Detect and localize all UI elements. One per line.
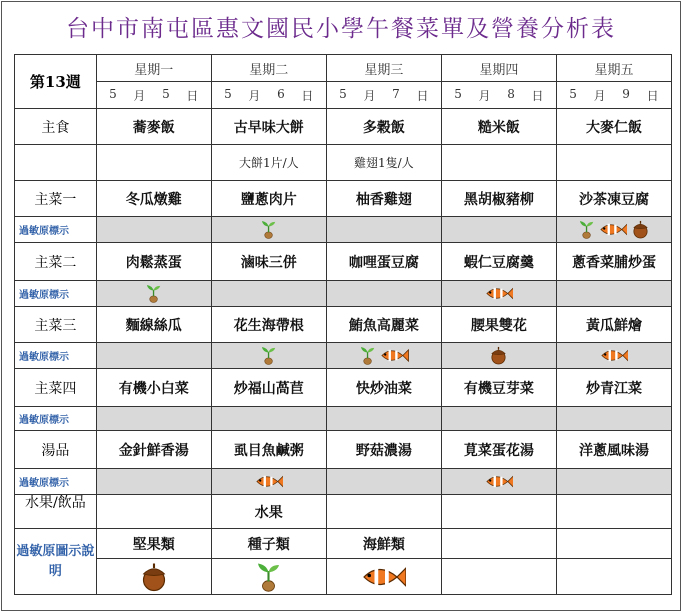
allergen-cell [441, 343, 556, 369]
empty-cell [556, 529, 671, 559]
day-name: 星期三 [326, 55, 441, 82]
empty-cell [441, 529, 556, 559]
row-label-main1: 主菜一 [15, 181, 97, 217]
allergen-cell [441, 407, 556, 431]
week-label: 第13週 [15, 55, 97, 109]
allergen-label: 過敏原標示 [15, 281, 97, 307]
dish-cell: 洋蔥風味湯 [556, 431, 671, 469]
allergen-cell [441, 217, 556, 243]
date-day-unit: 日 [186, 88, 199, 103]
date-day: 8 [507, 86, 515, 101]
date-month-unit: 月 [248, 88, 261, 103]
day-date [326, 82, 441, 109]
day-date [556, 82, 671, 109]
allergen-cell [211, 407, 326, 431]
day-date [211, 82, 326, 109]
fish-icon [599, 220, 628, 239]
allergen-cell [211, 281, 326, 307]
allergen-cell [326, 343, 441, 369]
staple-note [441, 145, 556, 181]
date-month-unit: 月 [478, 88, 491, 103]
dish-cell: 野菇濃湯 [326, 431, 441, 469]
date-day: 6 [277, 86, 285, 101]
seed-icon [255, 562, 282, 592]
day-name: 星期一 [96, 55, 211, 82]
staple-note: 雞翅1隻/人 [326, 145, 441, 181]
allergen-label: 過敏原標示 [15, 343, 97, 369]
dish-cell: 蔥香菜脯炒蛋 [556, 243, 671, 281]
fish-icon [380, 346, 409, 365]
date-day: 9 [622, 86, 630, 101]
date-month: 5 [224, 86, 232, 101]
dish-cell: 黃瓜鮮燴 [556, 307, 671, 343]
dish-cell: 冬瓜燉雞 [96, 181, 211, 217]
date-month: 5 [339, 86, 347, 101]
allergen-cell [326, 217, 441, 243]
allergen-cell [556, 343, 671, 369]
date-month-unit: 月 [363, 88, 376, 103]
dish-cell: 多穀飯 [326, 109, 441, 145]
dish-cell: 虱目魚鹹粥 [211, 431, 326, 469]
fish-icon [485, 284, 514, 303]
menu-sheet [1, 1, 681, 611]
row-label-soup: 湯品 [15, 431, 97, 469]
allergen-cell [211, 217, 326, 243]
date-month-unit: 月 [133, 88, 146, 103]
legend-label: 過敏原圖示說明 [15, 529, 97, 595]
seed-icon [359, 346, 376, 365]
date-day: 5 [162, 86, 170, 101]
row-label-fruit: 水果/飲品 [15, 495, 97, 529]
dish-cell: 蝦仁豆腐羹 [441, 243, 556, 281]
allergen-cell [556, 281, 671, 307]
dish-cell: 麵線絲瓜 [96, 307, 211, 343]
staple-note [556, 145, 671, 181]
allergen-label: 過敏原標示 [15, 217, 97, 243]
seed-icon [145, 284, 162, 303]
dish-cell: 古早味大餅 [211, 109, 326, 145]
allergen-cell [556, 407, 671, 431]
date-day-unit: 日 [301, 88, 314, 103]
dish-cell: 炒青江菜 [556, 369, 671, 407]
allergen-cell [326, 281, 441, 307]
day-date [96, 82, 211, 109]
date-day-unit: 日 [416, 88, 429, 103]
day-date [441, 82, 556, 109]
fish-icon [485, 472, 514, 491]
dish-cell: 金針鮮香湯 [96, 431, 211, 469]
dish-cell: 大麥仁飯 [556, 109, 671, 145]
day-name: 星期五 [556, 55, 671, 82]
seed-icon [578, 220, 595, 239]
dish-cell [556, 495, 671, 529]
dish-cell [441, 495, 556, 529]
allergen-label: 過敏原標示 [15, 469, 97, 495]
allergen-cell [441, 469, 556, 495]
fish-icon [361, 562, 406, 592]
dish-cell: 沙茶凍豆腐 [556, 181, 671, 217]
dish-cell: 花生海帶根 [211, 307, 326, 343]
staple-note-label [15, 145, 97, 181]
dish-cell [96, 495, 211, 529]
date-month: 5 [569, 86, 577, 101]
dish-cell: 糙米飯 [441, 109, 556, 145]
day-name: 星期四 [441, 55, 556, 82]
date-month-unit: 月 [593, 88, 606, 103]
staple-note: 大餅1片/人 [211, 145, 326, 181]
nut-icon [489, 346, 508, 365]
dish-cell [326, 495, 441, 529]
page-title: 台中市南屯區惠文國民小學午餐菜單及營養分析表 [66, 16, 616, 42]
allergen-cell [441, 281, 556, 307]
empty-cell [556, 559, 671, 595]
allergen-cell [326, 407, 441, 431]
row-label-main4: 主菜四 [15, 369, 97, 407]
row-label-staple: 主食 [15, 109, 97, 145]
dish-cell: 水果 [211, 495, 326, 529]
dish-cell: 柚香雞翅 [326, 181, 441, 217]
allergen-cell [96, 281, 211, 307]
allergen-cell [556, 217, 671, 243]
allergen-label: 過敏原標示 [15, 407, 97, 431]
dish-cell: 有機小白菜 [96, 369, 211, 407]
allergen-cell [96, 469, 211, 495]
date-day-unit: 日 [646, 88, 659, 103]
dish-cell: 蕎麥飯 [96, 109, 211, 145]
fish-icon [600, 346, 629, 365]
date-month: 5 [109, 86, 117, 101]
empty-cell [441, 559, 556, 595]
allergen-cell [96, 407, 211, 431]
menu-table [14, 54, 672, 595]
dish-cell: 莧菜蛋花湯 [441, 431, 556, 469]
fish-icon [255, 472, 284, 491]
dish-cell: 鹽蔥肉片 [211, 181, 326, 217]
day-name: 星期二 [211, 55, 326, 82]
dish-cell: 快炒油菜 [326, 369, 441, 407]
allergen-cell [96, 343, 211, 369]
row-label-main2: 主菜二 [15, 243, 97, 281]
dish-cell: 肉鬆蒸蛋 [96, 243, 211, 281]
dish-cell: 咖哩蛋豆腐 [326, 243, 441, 281]
staple-note [96, 145, 211, 181]
nut-icon [631, 220, 650, 239]
dish-cell: 鮪魚高麗菜 [326, 307, 441, 343]
dish-cell: 黑胡椒豬柳 [441, 181, 556, 217]
legend-text: 海鮮類 [326, 529, 441, 559]
row-label-main3: 主菜三 [15, 307, 97, 343]
seed-icon [260, 346, 277, 365]
date-day-unit: 日 [531, 88, 544, 103]
allergen-cell [96, 217, 211, 243]
dish-cell: 炒福山萵苣 [211, 369, 326, 407]
dish-cell: 腰果雙花 [441, 307, 556, 343]
legend-text: 種子類 [211, 529, 326, 559]
dish-cell: 有機豆芽菜 [441, 369, 556, 407]
nut-icon [139, 562, 169, 592]
legend-icon-cell [211, 559, 326, 595]
allergen-cell [326, 469, 441, 495]
legend-icon-cell [326, 559, 441, 595]
legend-icon-cell [96, 559, 211, 595]
dish-cell: 滷味三併 [211, 243, 326, 281]
allergen-cell [211, 469, 326, 495]
date-day: 7 [392, 86, 400, 101]
allergen-cell [211, 343, 326, 369]
legend-text: 堅果類 [96, 529, 211, 559]
date-month: 5 [454, 86, 462, 101]
seed-icon [260, 220, 277, 239]
allergen-cell [556, 469, 671, 495]
